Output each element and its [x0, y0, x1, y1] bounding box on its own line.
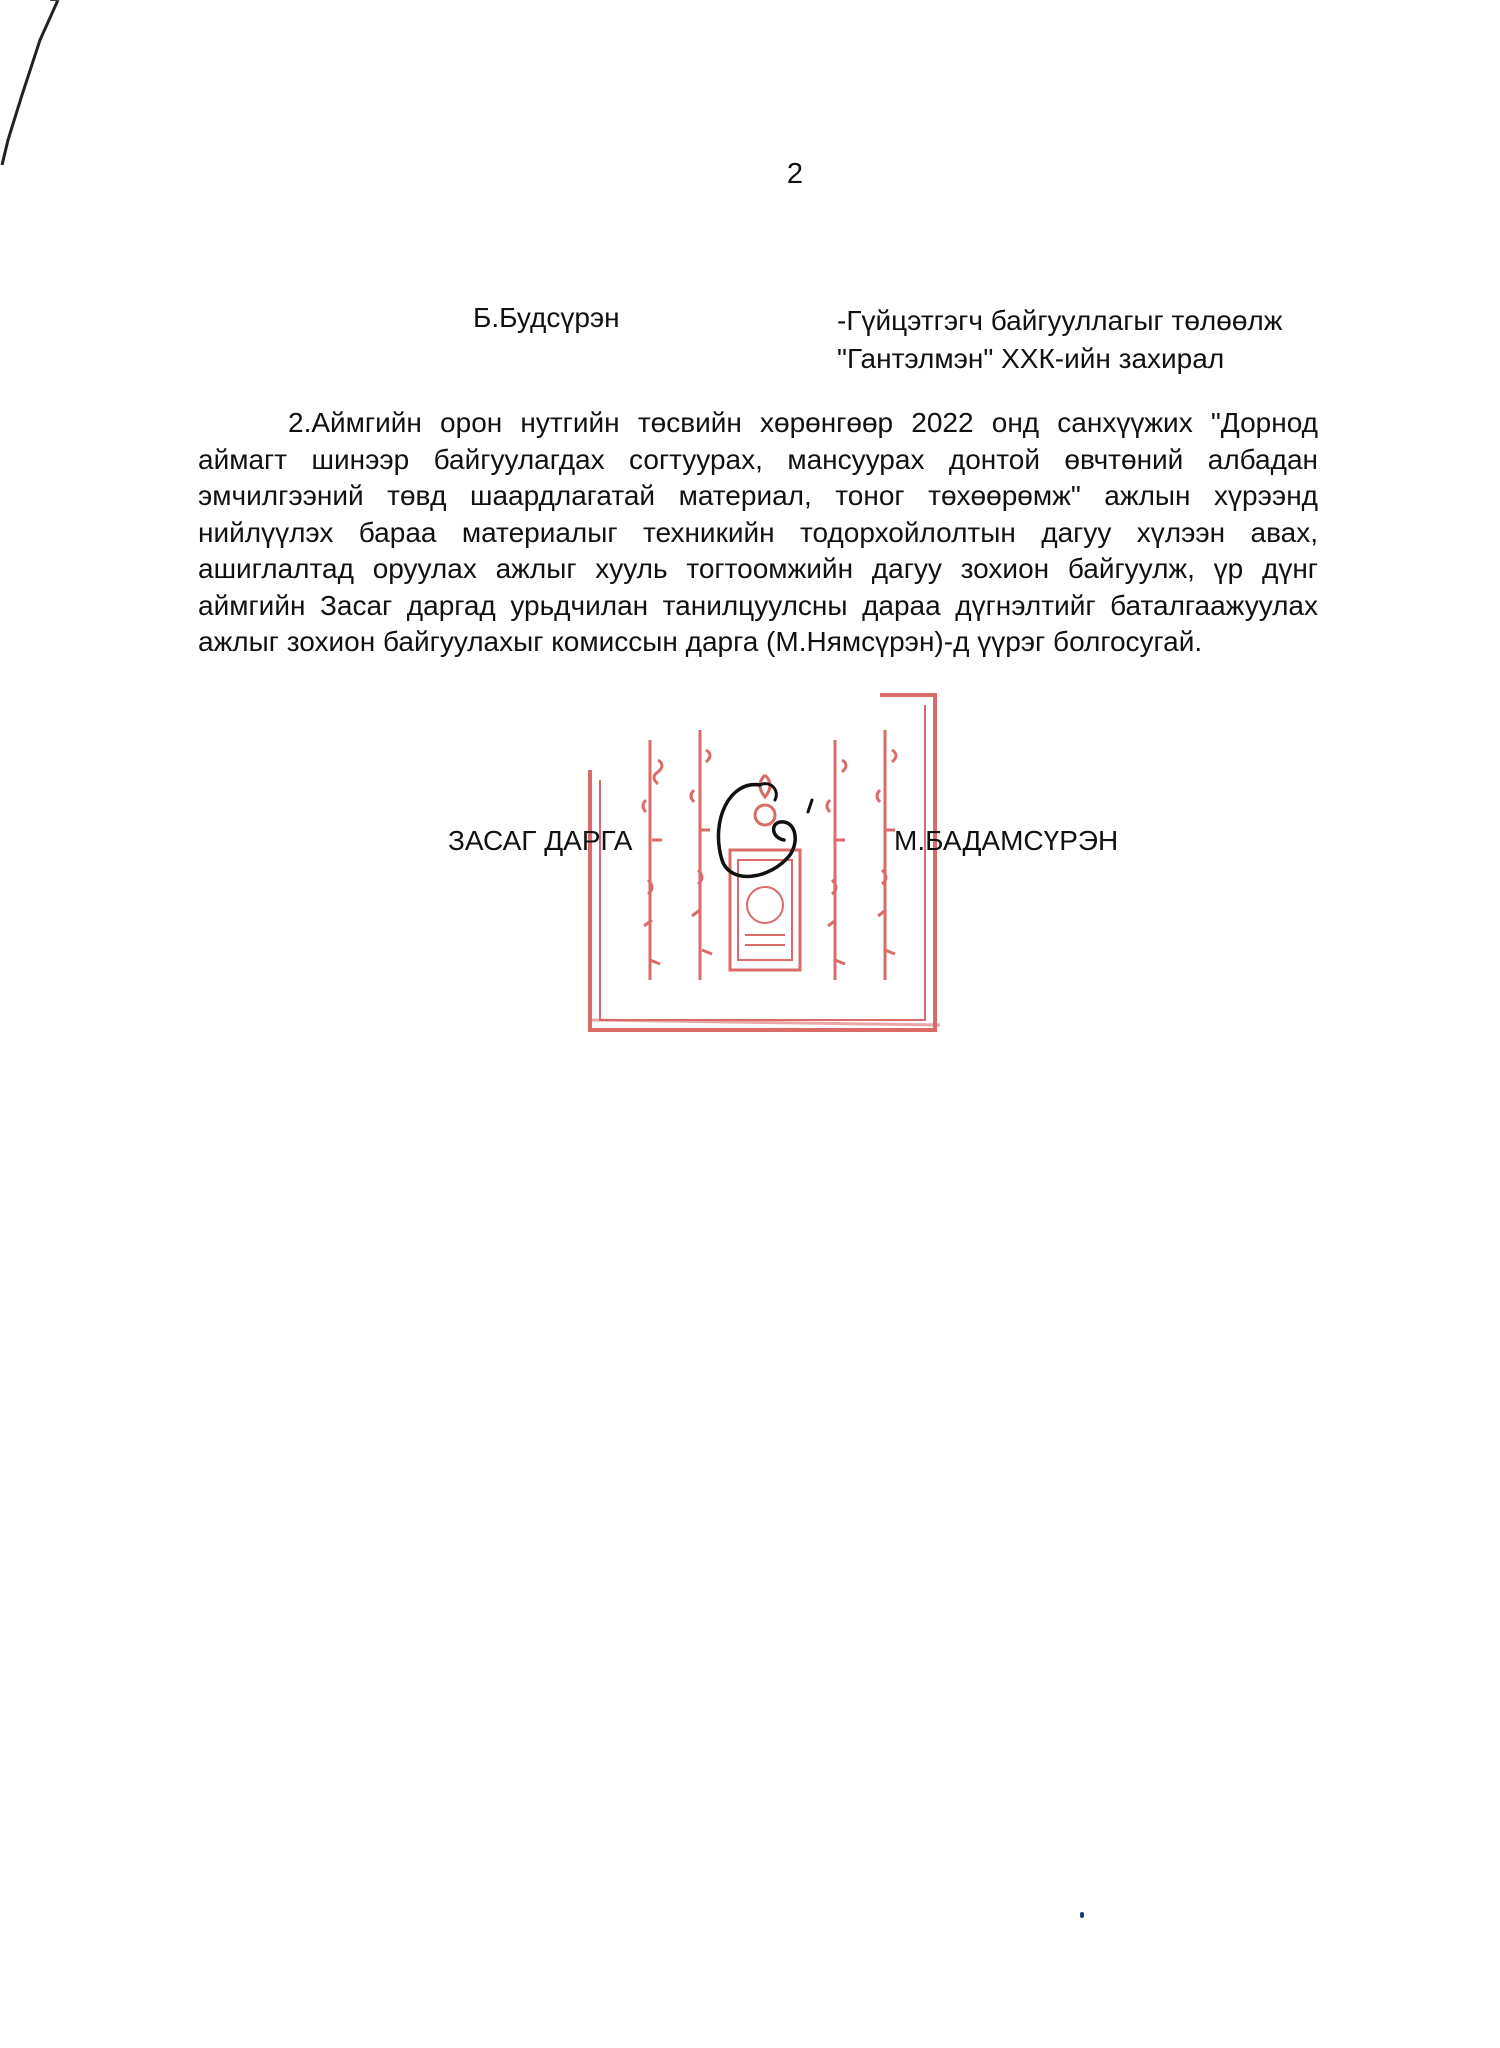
governor-title: ЗАСАГ ДАРГА	[448, 825, 633, 856]
page-number: 2	[786, 158, 804, 190]
signatory-name: Б.Будсүрэн	[473, 302, 620, 333]
signatory-role-line-2: "Гантэлмэн" ХХК-ийн захирал	[837, 343, 1225, 374]
paragraph-2: 2.Аймгийн орон нутгийн төсвийн хөрөнгөөр 2022 онд санхүүжих "Дорнод аймагт шинээр байгуулагдах согтуурах, мансуурах донтой өвчтөний албадан эмчилгээний төвд шаардлагатай материал, тоног төхөөрөмж" ажлын хүрээнд нийлүүлэх бараа материалыг техникийн тодорхойлолтын дагуу хүлээн авах, ашиглалтад оруулах ажлыг хууль тогтоомжийн дагуу зохион байгуулж, үр дүнг аймгийн Засаг даргад урьдчилан танилцуулсны дараа дүгнэлтийг баталгаажуулах ажлыг зохион байгуулахыг комиссын дарга (М.Нямсүрэн)-д үүрэг болгосугай.	[198, 407, 1318, 657]
governor-name: М.БАДАМСҮРЭН	[894, 825, 1119, 856]
signatory-role-line-1: -Гүйцэтгэгч байгууллагыг төлөөлж	[837, 305, 1283, 336]
signatory-role	[837, 302, 1282, 378]
handwritten-signature	[700, 760, 840, 890]
ink-dot	[1080, 1912, 1084, 1918]
